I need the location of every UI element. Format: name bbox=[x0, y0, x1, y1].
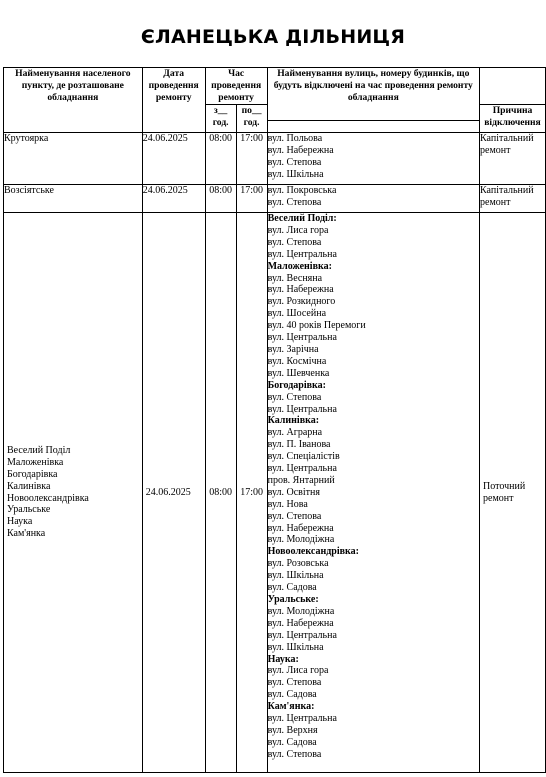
street-item: вул. Степова bbox=[267, 156, 322, 168]
row-date: 24.06.2025 bbox=[142, 213, 205, 773]
street-item: вул. Степова bbox=[267, 391, 322, 403]
street-item: вул. Спеціалістів bbox=[267, 451, 340, 463]
street-item: вул. Молодіжна bbox=[267, 605, 335, 617]
street-item: вул. Розовська bbox=[267, 558, 329, 570]
street-item: пров. Янтарний bbox=[267, 474, 335, 486]
row-to: 17:00 bbox=[236, 185, 267, 213]
settlement-item: Богодарівка bbox=[7, 468, 58, 480]
street-item: вул. Набережна bbox=[267, 617, 334, 629]
street-item: вул. Садова bbox=[267, 582, 317, 594]
table-row bbox=[4, 213, 546, 773]
street-item: вул. Польова bbox=[267, 133, 323, 144]
row-from: 08:00 bbox=[205, 133, 236, 185]
street-item: вул. Центральна bbox=[267, 332, 337, 344]
street-item: вул. Центральна bbox=[267, 713, 337, 725]
row-streets bbox=[267, 133, 479, 185]
street-item: вул. 40 років Перемоги bbox=[267, 320, 366, 332]
street-item: вул. Центральна bbox=[267, 403, 337, 415]
header-reason-blank bbox=[480, 68, 546, 105]
row-to: 17:00 bbox=[236, 133, 267, 185]
street-item: вул. Лиса гора bbox=[267, 665, 329, 677]
street-item: вул. Набережна bbox=[267, 144, 334, 156]
settlement-item: Уральське bbox=[7, 504, 51, 516]
village-heading: Новоолександрівка: bbox=[267, 546, 359, 558]
row-settlement: Крутоярка bbox=[4, 133, 143, 185]
street-item: вул. Нова bbox=[267, 498, 308, 510]
village-heading: Наука: bbox=[267, 653, 299, 665]
row-date: 24.06.2025 bbox=[142, 133, 205, 185]
row-settlement: Возсіятське bbox=[4, 185, 143, 213]
street-item: вул. Зарічна bbox=[267, 343, 319, 355]
header-date: Дата проведення ремонту bbox=[142, 68, 205, 133]
street-item: вул. Молодіжна bbox=[267, 534, 335, 546]
street-item: вул. Розкидного bbox=[267, 296, 336, 308]
village-heading: Богодарівка: bbox=[267, 379, 326, 391]
row-from: 08:00 bbox=[205, 213, 236, 773]
row-from: 08:00 bbox=[205, 185, 236, 213]
street-item: вул. Шевченка bbox=[267, 367, 330, 379]
row-to: 17:00 bbox=[236, 213, 267, 773]
settlement-item: Калинівка bbox=[7, 480, 51, 492]
street-item: вул. П. Іванова bbox=[267, 439, 331, 451]
village-heading: Уральське: bbox=[267, 594, 319, 605]
street-item: вул. Степова bbox=[267, 677, 322, 689]
street-item: вул. Садова bbox=[267, 736, 317, 748]
street-item: вул. Покровська bbox=[267, 185, 337, 196]
street-item: вул. Весняна bbox=[267, 272, 323, 284]
street-item: вул. Космічна bbox=[267, 355, 327, 367]
street-item: вул. Центральна bbox=[267, 463, 337, 475]
street-item: вул. Шосейна bbox=[267, 308, 327, 320]
header-to: по__ год. bbox=[236, 105, 267, 133]
settlement-item: Маложенівка bbox=[7, 456, 64, 468]
row-settlement bbox=[4, 213, 143, 773]
header-from: з__ год. bbox=[205, 105, 236, 133]
village-heading: Веселий Поділ: bbox=[267, 213, 337, 224]
header-time: Час проведення ремонту bbox=[205, 68, 267, 105]
village-heading: Калинівка: bbox=[267, 415, 320, 427]
street-item: вул. Шкільна bbox=[267, 641, 324, 653]
street-item: вул. Степова bbox=[267, 236, 322, 248]
row-reason: Капітальний ремонт bbox=[480, 185, 546, 213]
settlement-item: Кам'янка bbox=[7, 528, 46, 540]
table-row bbox=[4, 133, 546, 185]
header-settlement: Найменування населеного пункту, де розташоване обладнання bbox=[4, 68, 143, 133]
street-item: вул. Центральна bbox=[267, 248, 337, 260]
row-streets bbox=[267, 185, 479, 213]
street-item: вул. Шкільна bbox=[267, 168, 324, 180]
settlement-item: Новоолександрівка bbox=[7, 492, 89, 504]
header-reason: Причина відключення bbox=[480, 105, 546, 133]
street-item: вул. Садова bbox=[267, 689, 317, 701]
street-item: вул. Шкільна bbox=[267, 570, 324, 582]
row-reason: Капітальний ремонт bbox=[480, 133, 546, 185]
village-heading: Кам'янка: bbox=[267, 701, 315, 713]
outage-schedule-table bbox=[3, 67, 546, 773]
table-row bbox=[4, 185, 546, 213]
page-title: ЄЛАНЕЦЬКА ДІЛЬНИЦЯ bbox=[140, 26, 406, 48]
street-item: вул. Лиса гора bbox=[267, 224, 329, 236]
street-item: вул. Набережна bbox=[267, 284, 334, 296]
village-heading: Маложенівка: bbox=[267, 260, 332, 272]
settlement-item: Наука bbox=[7, 516, 33, 528]
street-item: вул. Степова bbox=[267, 510, 322, 522]
street-item: вул. Верхня bbox=[267, 724, 318, 736]
header-streets: Найменування вулиць, номеру будинків, що будуть відключені на час проведення ремонту обладнання bbox=[267, 68, 479, 121]
row-date: 24.06.2025 bbox=[142, 185, 205, 213]
street-item: вул. Степова bbox=[267, 748, 322, 760]
street-item: вул. Аграрна bbox=[267, 427, 323, 439]
header-streets-filler bbox=[267, 121, 479, 133]
settlement-item: Веселий Поділ bbox=[7, 444, 71, 456]
row-reason: Поточний ремонт bbox=[480, 213, 546, 773]
street-item: вул. Набережна bbox=[267, 522, 334, 534]
street-item: вул. Степова bbox=[267, 196, 322, 208]
street-item: вул. Освітня bbox=[267, 486, 321, 498]
street-item: вул. Центральна bbox=[267, 629, 337, 641]
row-streets bbox=[267, 213, 479, 773]
